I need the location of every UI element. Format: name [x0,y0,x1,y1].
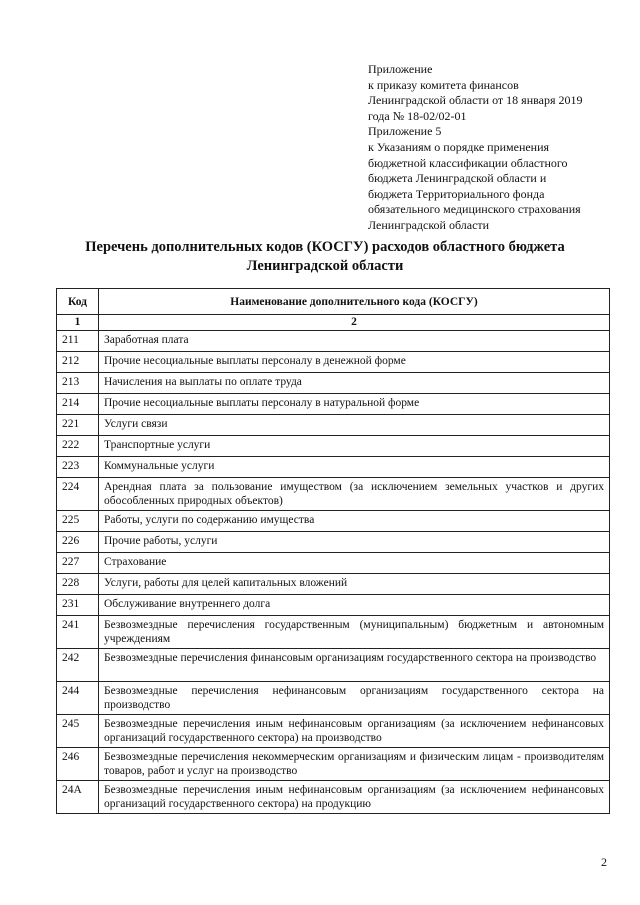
column-number: 2 [99,315,610,331]
title-line-1: Перечень дополнительных кодов (КОСГУ) расходов областного бюджета [85,239,565,255]
row-name: Безвозмездные перечисления иным нефинансовым организациям (за исключением нефинансовых организаций государственного сектора) на производство [99,715,610,748]
row-name: Безвозмездные перечисления финансовым организациям государственного сектора на производство [99,649,610,682]
header-name: Наименование дополнительного кода (КОСГУ) [99,289,610,315]
header-code: Код [57,289,99,315]
row-code: 222 [57,436,99,457]
table-row [57,616,610,649]
row-code: 223 [57,457,99,478]
table-row [57,748,610,781]
column-number-row [57,315,610,331]
row-code: 227 [57,553,99,574]
table-row [57,574,610,595]
row-name: Начисления на выплаты по оплате труда [99,373,610,394]
annex-line: Приложение [368,62,433,76]
row-name: Прочие работы, услуги [99,532,610,553]
column-number: 1 [57,315,99,331]
table-row [57,457,610,478]
table-row [57,682,610,715]
row-name: Услуги, работы для целей капитальных вложений [99,574,610,595]
table-row [57,553,610,574]
page-number: 2 [601,855,607,869]
row-code: 245 [57,715,99,748]
annex-line: бюджета Ленинградской области и [368,171,547,186]
table-row [57,436,610,457]
row-name: Прочие несоциальные выплаты персоналу в натуральной форме [99,394,610,415]
row-name: Заработная плата [99,331,610,352]
table-row [57,532,610,553]
row-code: 241 [57,616,99,649]
table-row [57,415,610,436]
row-name: Безвозмездные перечисления нефинансовым организациям государственного сектора на производство [99,682,610,715]
row-name: Обслуживание внутреннего долга [99,595,610,616]
row-code: 226 [57,532,99,553]
row-code: 244 [57,682,99,715]
row-name: Прочие несоциальные выплаты персоналу в денежной форме [99,352,610,373]
row-code: 231 [57,595,99,616]
table-row [57,781,610,814]
row-code: 213 [57,373,99,394]
row-code: 242 [57,649,99,682]
table-row [57,373,610,394]
table-row [57,331,610,352]
row-code: 228 [57,574,99,595]
annex-line: Ленинградской области от 18 января 2019 [368,93,583,108]
annex-line: года № 18-02/02-01 [368,108,467,123]
row-code: 224 [57,478,99,511]
table-row [57,595,610,616]
title-line-2: Ленинградской области [246,258,404,274]
table-row [57,715,610,748]
annex-line: обязательного медицинского страхования [368,202,581,217]
table-row [57,478,610,511]
annex-line: к приказу комитета финансов [368,77,519,92]
row-name: Услуги связи [99,415,610,436]
row-code: 221 [57,415,99,436]
row-code: 211 [57,331,99,352]
annex-block [368,62,618,234]
row-name: Страхование [99,553,610,574]
row-code: 225 [57,511,99,532]
header-row [57,289,610,315]
annex-line: бюджета Территориального фонда [368,186,545,201]
row-code: 24А [57,781,99,814]
table-row [57,394,610,415]
table-row [57,352,610,373]
row-name: Работы, услуги по содержанию имущества [99,511,610,532]
row-name: Безвозмездные перечисления государственным (муниципальным) бюджетным и автономным учреждениям [99,616,610,649]
row-name: Безвозмездные перечисления иным нефинансовым организациям (за исключением нефинансовых организаций государственного сектора) на продукцию [99,781,610,814]
annex-line: Ленинградской области [368,217,490,232]
row-name: Безвозмездные перечисления некоммерческим организациям и физическим лицам - производителям товаров, работ и услуг на производство [99,748,610,781]
table-row [57,511,610,532]
table-row [57,649,610,682]
row-name: Коммунальные услуги [99,457,610,478]
document-title [40,238,610,276]
row-code: 214 [57,394,99,415]
annex-line: бюджетной классификации областного [368,155,568,170]
kosgu-table [56,288,610,814]
row-code: 212 [57,352,99,373]
row-code: 246 [57,748,99,781]
row-name: Транспортные услуги [99,436,610,457]
annex-line: к Указаниям о порядке применения [368,139,550,154]
annex-line: Приложение 5 [368,124,442,139]
row-name: Арендная плата за пользование имуществом (за исключением земельных участков и других обособленных природных объектов) [99,478,610,511]
